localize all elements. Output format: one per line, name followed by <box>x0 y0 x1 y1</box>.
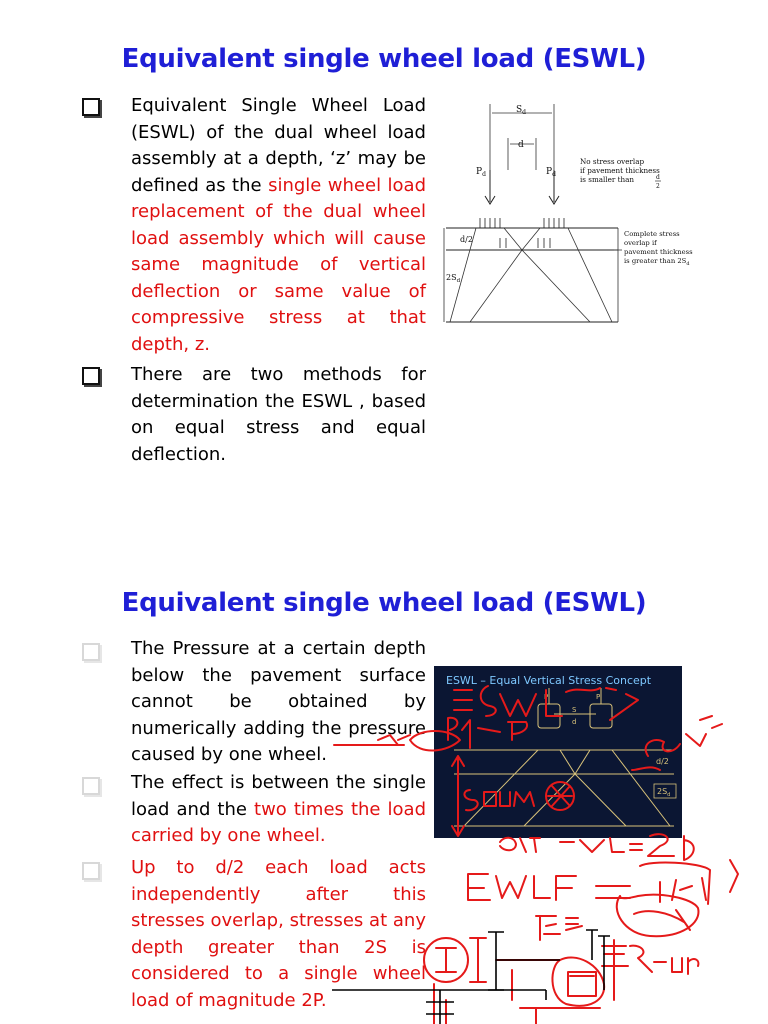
svg-text:No stress overlap: No stress overlap <box>580 157 645 166</box>
diagram-2-pd-right: P <box>596 693 601 701</box>
svg-text:overlap if: overlap if <box>624 239 657 247</box>
svg-text:if pavement thickness: if pavement thickness <box>580 166 660 175</box>
slide-1-title: Equivalent single wheel load (ESWL) <box>121 44 647 74</box>
equal-vertical-stress-diagram <box>434 666 682 838</box>
checkbox-bullet-icon <box>82 367 100 385</box>
diagram-2-sd: S <box>572 706 577 714</box>
diagram-2-pd-left: P <box>544 693 549 701</box>
slide-2-item-2-black: The effect is between the single load and the <box>131 772 426 820</box>
checkbox-bullet-icon <box>82 643 100 661</box>
complete-overlap-note <box>624 230 693 267</box>
bullet-1-text <box>131 93 426 358</box>
slide-1 <box>0 0 768 510</box>
diagram-2-2sd: $2S_d$ <box>657 787 671 798</box>
slide-2-item-3: Up to d/2 each load acts independently after this stresses overlap, stresses at any depth greater than 2S is considered to a single wheel load of magnitude 2P. <box>131 857 426 1011</box>
slide-2-title: Equivalent single wheel load (ESWL) <box>121 588 647 618</box>
svg-text:Complete stress: Complete stress <box>624 230 680 238</box>
d2-label: d/2 <box>460 235 473 244</box>
pd-right-label: $P_d$ <box>546 167 556 178</box>
svg-text:pavement thickness: pavement thickness <box>624 248 693 256</box>
slide-2-item-2-red: two times the load carried by one wheel. <box>131 798 426 846</box>
sd-label: $S_d$ <box>516 105 527 116</box>
bullet-2-text: There are two methods for determination the ESWL , based on equal stress and equal deflection. <box>131 364 426 465</box>
svg-text:is greater than 2Sd: is greater than $2S_d$ <box>624 257 690 267</box>
diagram-2-d: d <box>572 718 577 726</box>
diagram-2-title: ESWL – Equal Vertical Stress Concept <box>446 674 652 687</box>
dual-wheel-stress-diagram <box>440 100 693 332</box>
slide-2-item-2 <box>131 770 426 850</box>
svg-text:2: 2 <box>656 183 660 190</box>
pd-left-label: $P_d$ <box>476 167 486 178</box>
bullet-1-red: single wheel load replacement of the dual wheel load assembly which will cause same magnitude of vertical deflection or same value of compressive stress at that depth, z. <box>131 174 427 355</box>
svg-text:d: d <box>656 174 660 181</box>
checkbox-bullet-icon <box>82 862 100 880</box>
diagram-2-d2: d/2 <box>656 757 669 766</box>
svg-text:is smaller than: is smaller than <box>580 175 635 184</box>
no-overlap-note <box>580 157 661 190</box>
bullet-1-black: Equivalent Single Wheel Load (ESWL) of the dual wheel load assembly at a depth, ‘z’ may be defined as the <box>131 95 426 196</box>
slide-2-item-1: The Pressure at a certain depth below the pavement surface cannot be obtained by numerically adding the pressure caused by one wheel. <box>131 638 426 765</box>
checkbox-bullet-icon <box>82 98 100 116</box>
2sd-label: $2S_d$ <box>446 273 461 284</box>
checkbox-bullet-icon <box>82 777 100 795</box>
d-label: d <box>518 140 524 150</box>
